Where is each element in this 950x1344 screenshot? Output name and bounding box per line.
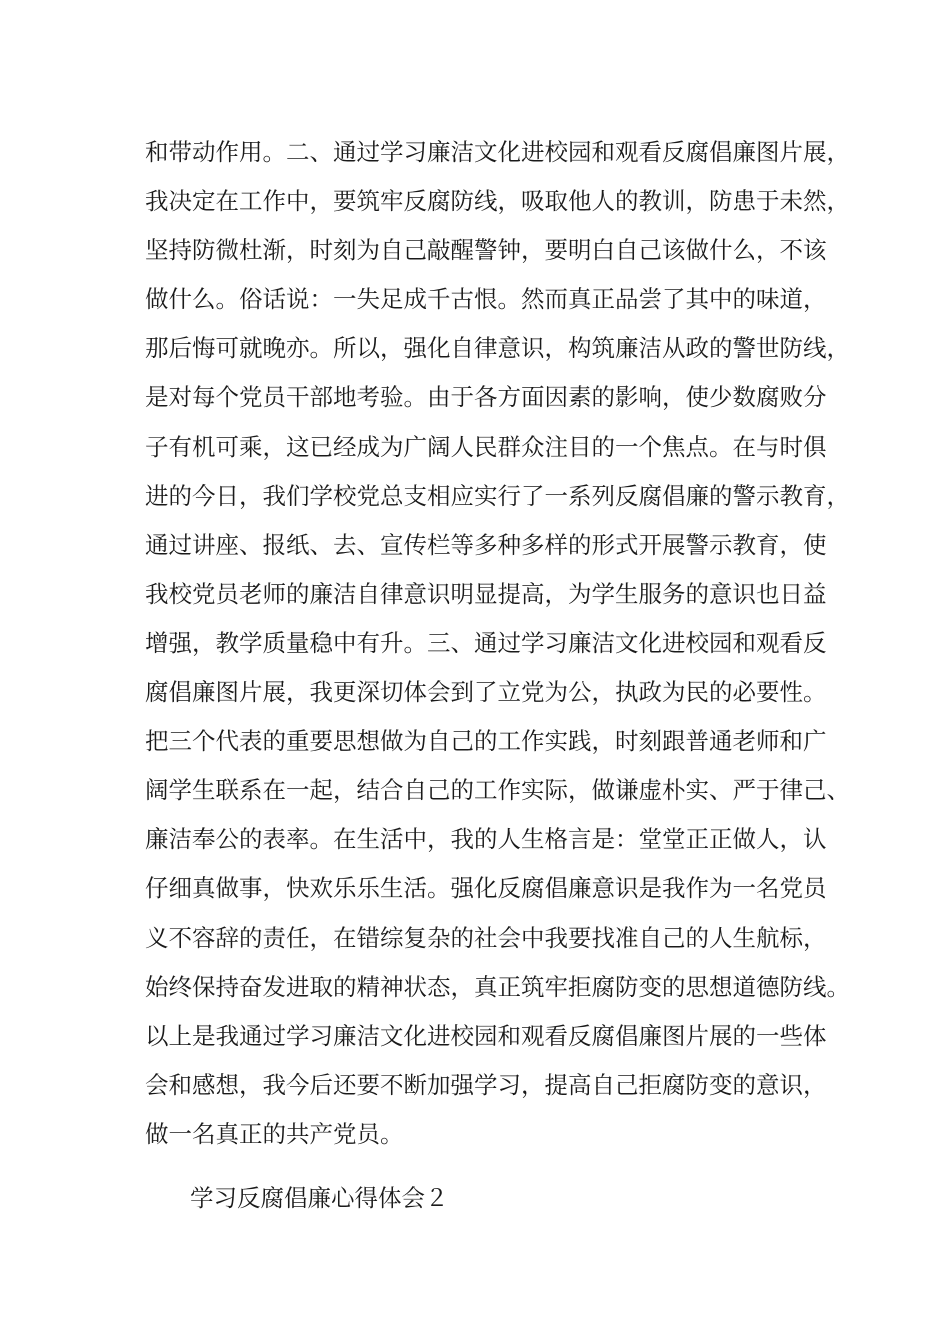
text-line-14: 阔学生联系在一起，结合自己的工作实际，做谦虚朴实、严于律己、: [145, 776, 850, 805]
text-line-17: 义不容辞的责任，在错综复杂的社会中我要找准自己的人生航标，: [145, 923, 827, 952]
text-line-12: 腐倡廉图片展，我更深切体会到了立党为公，执政为民的必要性。: [145, 678, 827, 707]
section-heading: 学习反腐倡廉心得体会２: [190, 1184, 449, 1212]
text-line-8: 进的今日，我们学校党总支相应实行了一系列反腐倡廉的警示教育，: [145, 481, 850, 510]
text-line-4: 做什么。俗话说：一失足成千古恨。然而真正品尝了其中的味道，: [145, 285, 827, 314]
text-line-2: 我决定在工作中，要筑牢反腐防线，吸取他人的教训，防患于未然，: [145, 187, 850, 216]
text-line-11: 增强，教学质量稳中有升。三、通过学习廉洁文化进校园和观看反: [145, 628, 827, 657]
text-line-10: 我校党员老师的廉洁自律意识明显提高，为学生服务的意识也日益: [145, 579, 827, 608]
text-line-1: 和带动作用。二、通过学习廉洁文化进校园和观看反腐倡廉图片展，: [145, 138, 850, 166]
text-line-3: 坚持防微杜渐，时刻为自己敲醒警钟，要明白自己该做什么，不该: [145, 236, 827, 265]
text-line-16: 仔细真做事，快欢乐乐生活。强化反腐倡廉意识是我作为一名党员: [145, 874, 827, 903]
text-line-13: 把三个代表的重要思想做为自己的工作实践，时刻跟普通老师和广: [145, 727, 827, 756]
text-line-15: 廉洁奉公的表率。在生活中，我的人生格言是：堂堂正正做人，认: [145, 825, 827, 854]
text-line-5: 那后悔可就晚亦。所以，强化自律意识，构筑廉洁从政的警世防线，: [145, 334, 850, 363]
body-text: [145, 128, 850, 1159]
text-line-7: 子有机可乘，这已经成为广阔人民群众注目的一个焦点。在与时俱: [145, 432, 827, 461]
text-line-9: 通过讲座、报纸、去、宣传栏等多种多样的形式开展警示教育，使: [145, 530, 827, 559]
text-line-19: 以上是我通过学习廉洁文化进校园和观看反腐倡廉图片展的一些体: [145, 1021, 827, 1050]
text-line-20: 会和感想，我今后还要不断加强学习，提高自己拒腐防变的意识，: [145, 1070, 827, 1099]
text-line-21: 做一名真正的共产党员。: [145, 1119, 404, 1148]
text-line-6: 是对每个党员干部地考验。由于各方面因素的影响，使少数腐败分: [145, 383, 827, 412]
text-line-18: 始终保持奋发进取的精神状态，真正筑牢拒腐防变的思想道德防线。: [145, 972, 850, 1001]
